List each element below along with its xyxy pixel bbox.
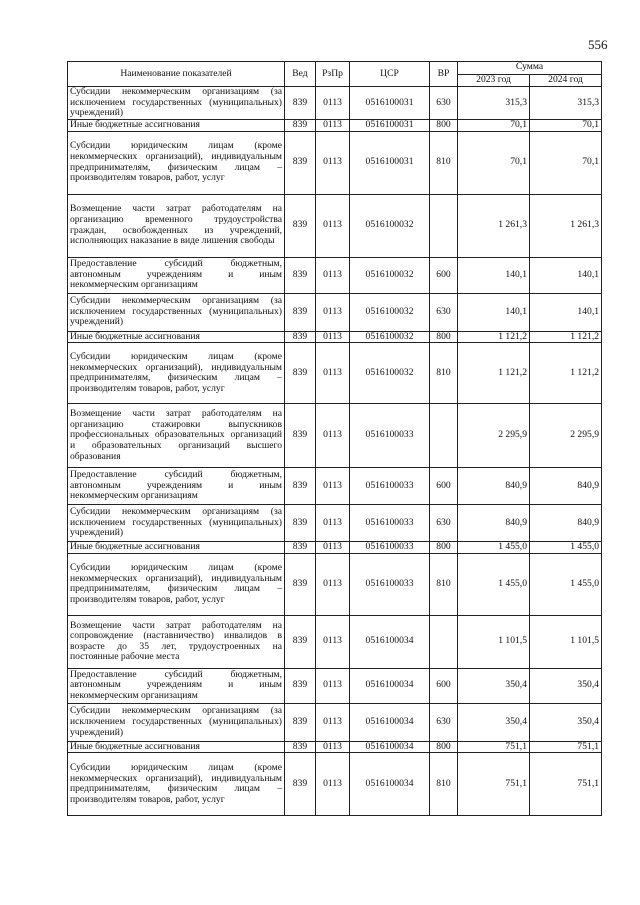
table-row <box>68 505 602 542</box>
cell-vr: 630 <box>430 293 458 331</box>
header-vr: ВР <box>430 62 458 87</box>
cell-csr: 0516100033 <box>350 468 430 505</box>
cell-sum-2024: 350,4 <box>530 703 602 741</box>
cell-ved: 839 <box>285 468 316 505</box>
cell-rzpr: 0113 <box>316 131 350 194</box>
cell-rzpr: 0113 <box>316 753 350 816</box>
cell-csr: 0516100032 <box>350 194 430 257</box>
cell-ved: 839 <box>285 741 316 753</box>
cell-vr: 630 <box>430 703 458 741</box>
cell-sum-2023: 1 455,0 <box>458 542 530 554</box>
cell-sum-2024: 1 261,3 <box>530 194 602 257</box>
cell-vr: 600 <box>430 668 458 703</box>
cell-csr: 0516100033 <box>350 404 430 468</box>
cell-ved: 839 <box>285 615 316 668</box>
cell-sum-2024: 751,1 <box>530 741 602 753</box>
table-row <box>68 87 602 120</box>
cell-sum-2023: 840,9 <box>458 505 530 542</box>
cell-sum-2023: 70,1 <box>458 131 530 194</box>
cell-ved: 839 <box>285 331 316 343</box>
table-row <box>68 553 602 615</box>
cell-rzpr: 0113 <box>316 542 350 554</box>
cell-vr: 600 <box>430 257 458 293</box>
cell-rzpr: 0113 <box>316 87 350 120</box>
cell-csr: 0516100033 <box>350 553 430 615</box>
cell-vr: 810 <box>430 553 458 615</box>
cell-vr <box>430 615 458 668</box>
cell-sum-2023: 1 101,5 <box>458 615 530 668</box>
cell-rzpr: 0113 <box>316 293 350 331</box>
cell-csr: 0516100032 <box>350 293 430 331</box>
cell-sum-2023: 350,4 <box>458 703 530 741</box>
cell-name: Возмещение части затрат работодателям на сопровождение (наставничество) инвалидов в возрасте до 35 лет, трудоустроенных на постоянные рабочие места <box>68 615 285 668</box>
cell-sum-2024: 140,1 <box>530 293 602 331</box>
cell-sum-2023: 751,1 <box>458 753 530 816</box>
cell-name: Субсидии некоммерческим организациям (за исключением государственных (муниципальных) учреждений) <box>68 87 285 120</box>
header-csr: ЦСР <box>350 62 430 87</box>
table-row <box>68 194 602 257</box>
cell-ved: 839 <box>285 505 316 542</box>
cell-sum-2024: 315,3 <box>530 87 602 120</box>
cell-rzpr: 0113 <box>316 404 350 468</box>
table-row <box>68 703 602 741</box>
cell-ved: 839 <box>285 194 316 257</box>
cell-name: Предоставление субсидий бюджетным, автономным учреждениям и иным некоммерческим организациям <box>68 257 285 293</box>
cell-sum-2023: 751,1 <box>458 741 530 753</box>
cell-ved: 839 <box>285 131 316 194</box>
cell-ved: 839 <box>285 542 316 554</box>
cell-sum-2024: 1 101,5 <box>530 615 602 668</box>
cell-ved: 839 <box>285 553 316 615</box>
cell-rzpr: 0113 <box>316 331 350 343</box>
cell-sum-2023: 1 261,3 <box>458 194 530 257</box>
table-row <box>68 257 602 293</box>
cell-ved: 839 <box>285 753 316 816</box>
table-row <box>68 668 602 703</box>
cell-sum-2024: 1 121,2 <box>530 331 602 343</box>
table-row <box>68 741 602 753</box>
cell-rzpr: 0113 <box>316 343 350 404</box>
header-year-2023: 2023 год <box>458 74 530 87</box>
cell-name: Иные бюджетные ассигнования <box>68 120 285 132</box>
cell-rzpr: 0113 <box>316 703 350 741</box>
cell-sum-2023: 70,1 <box>458 120 530 132</box>
cell-csr: 0516100032 <box>350 331 430 343</box>
cell-vr: 800 <box>430 741 458 753</box>
cell-ved: 839 <box>285 293 316 331</box>
cell-ved: 839 <box>285 257 316 293</box>
cell-sum-2023: 350,4 <box>458 668 530 703</box>
cell-csr: 0516100031 <box>350 131 430 194</box>
cell-vr: 810 <box>430 343 458 404</box>
cell-rzpr: 0113 <box>316 505 350 542</box>
cell-vr: 810 <box>430 131 458 194</box>
cell-vr: 800 <box>430 542 458 554</box>
cell-name: Иные бюджетные ассигнования <box>68 331 285 343</box>
cell-vr: 800 <box>430 331 458 343</box>
cell-sum-2024: 2 295,9 <box>530 404 602 468</box>
cell-ved: 839 <box>285 668 316 703</box>
cell-rzpr: 0113 <box>316 468 350 505</box>
cell-sum-2023: 1 121,2 <box>458 331 530 343</box>
table-row <box>68 542 602 554</box>
table-body <box>68 87 602 816</box>
cell-sum-2024: 70,1 <box>530 120 602 132</box>
cell-name: Субсидии юридическим лицам (кроме некоммерческих организаций), индивидуальным предпринимателям, физическим лицам – производителям товаров, работ, услуг <box>68 553 285 615</box>
cell-rzpr: 0113 <box>316 668 350 703</box>
cell-ved: 839 <box>285 120 316 132</box>
cell-sum-2023: 140,1 <box>458 293 530 331</box>
cell-vr: 600 <box>430 468 458 505</box>
cell-name: Субсидии юридическим лицам (кроме некоммерческих организаций), индивидуальным предпринимателям, физическим лицам – производителям товаров, работ, услуг <box>68 753 285 816</box>
cell-name: Предоставление субсидий бюджетным, автономным учреждениям и иным некоммерческим организациям <box>68 668 285 703</box>
cell-rzpr: 0113 <box>316 194 350 257</box>
cell-sum-2023: 140,1 <box>458 257 530 293</box>
cell-vr <box>430 194 458 257</box>
page-number: 556 <box>588 37 608 52</box>
cell-sum-2024: 840,9 <box>530 505 602 542</box>
cell-ved: 839 <box>285 703 316 741</box>
table-row <box>68 615 602 668</box>
cell-name: Субсидии юридическим лицам (кроме некоммерческих организаций), индивидуальным предпринимателям, физическим лицам – производителям товаров, работ, услуг <box>68 343 285 404</box>
cell-name: Возмещение части затрат работодателям на организацию стажировки выпускников профессиональных образовательных организаций и образовательных организаций высшего образования <box>68 404 285 468</box>
cell-sum-2024: 751,1 <box>530 753 602 816</box>
cell-vr: 630 <box>430 505 458 542</box>
cell-csr: 0516100034 <box>350 753 430 816</box>
cell-rzpr: 0113 <box>316 615 350 668</box>
cell-csr: 0516100033 <box>350 542 430 554</box>
cell-sum-2023: 315,3 <box>458 87 530 120</box>
cell-name: Субсидии юридическим лицам (кроме некоммерческих организаций), индивидуальным предпринимателям, физическим лицам – производителям товаров, работ, услуг <box>68 131 285 194</box>
cell-sum-2024: 140,1 <box>530 257 602 293</box>
cell-rzpr: 0113 <box>316 257 350 293</box>
cell-csr: 0516100033 <box>350 505 430 542</box>
cell-ved: 839 <box>285 404 316 468</box>
cell-rzpr: 0113 <box>316 553 350 615</box>
cell-rzpr: 0113 <box>316 120 350 132</box>
cell-sum-2024: 350,4 <box>530 668 602 703</box>
cell-csr: 0516100034 <box>350 703 430 741</box>
table-row <box>68 343 602 404</box>
header-ved: Вед <box>285 62 316 87</box>
cell-csr: 0516100034 <box>350 668 430 703</box>
table-row <box>68 331 602 343</box>
cell-vr: 630 <box>430 87 458 120</box>
cell-csr: 0516100031 <box>350 87 430 120</box>
cell-sum-2024: 1 455,0 <box>530 553 602 615</box>
cell-sum-2023: 1 455,0 <box>458 553 530 615</box>
cell-name: Субсидии некоммерческим организациям (за исключением государственных (муниципальных) учреждений) <box>68 703 285 741</box>
cell-ved: 839 <box>285 87 316 120</box>
cell-csr: 0516100031 <box>350 120 430 132</box>
cell-sum-2024: 1 121,2 <box>530 343 602 404</box>
table-row <box>68 753 602 816</box>
cell-sum-2023: 1 121,2 <box>458 343 530 404</box>
table-row <box>68 404 602 468</box>
cell-name: Возмещение части затрат работодателям на организацию временного трудоустройства граждан, освобожденных из учреждений, исполняющих наказание в виде лишения свободы <box>68 194 285 257</box>
cell-name: Иные бюджетные ассигнования <box>68 542 285 554</box>
cell-sum-2024: 840,9 <box>530 468 602 505</box>
cell-sum-2024: 70,1 <box>530 131 602 194</box>
cell-csr: 0516100034 <box>350 615 430 668</box>
cell-vr: 810 <box>430 753 458 816</box>
cell-sum-2023: 2 295,9 <box>458 404 530 468</box>
cell-csr: 0516100032 <box>350 343 430 404</box>
header-sum: Сумма <box>458 62 602 75</box>
cell-name: Субсидии некоммерческим организациям (за исключением государственных (муниципальных) учреждений) <box>68 293 285 331</box>
table-row <box>68 468 602 505</box>
cell-csr: 0516100032 <box>350 257 430 293</box>
table-row <box>68 120 602 132</box>
cell-rzpr: 0113 <box>316 741 350 753</box>
header-rzpr: РзПр <box>316 62 350 87</box>
cell-ved: 839 <box>285 343 316 404</box>
table-row <box>68 131 602 194</box>
header-year-2024: 2024 год <box>530 74 602 87</box>
header-name: Наименование показателей <box>68 62 285 87</box>
cell-vr <box>430 404 458 468</box>
cell-csr: 0516100034 <box>350 741 430 753</box>
budget-table <box>67 61 602 816</box>
cell-name: Субсидии некоммерческим организациям (за исключением государственных (муниципальных) учреждений) <box>68 505 285 542</box>
cell-vr: 800 <box>430 120 458 132</box>
cell-name: Иные бюджетные ассигнования <box>68 741 285 753</box>
cell-sum-2024: 1 455,0 <box>530 542 602 554</box>
cell-name: Предоставление субсидий бюджетным, автономным учреждениям и иным некоммерческим организациям <box>68 468 285 505</box>
table-row <box>68 293 602 331</box>
cell-sum-2023: 840,9 <box>458 468 530 505</box>
